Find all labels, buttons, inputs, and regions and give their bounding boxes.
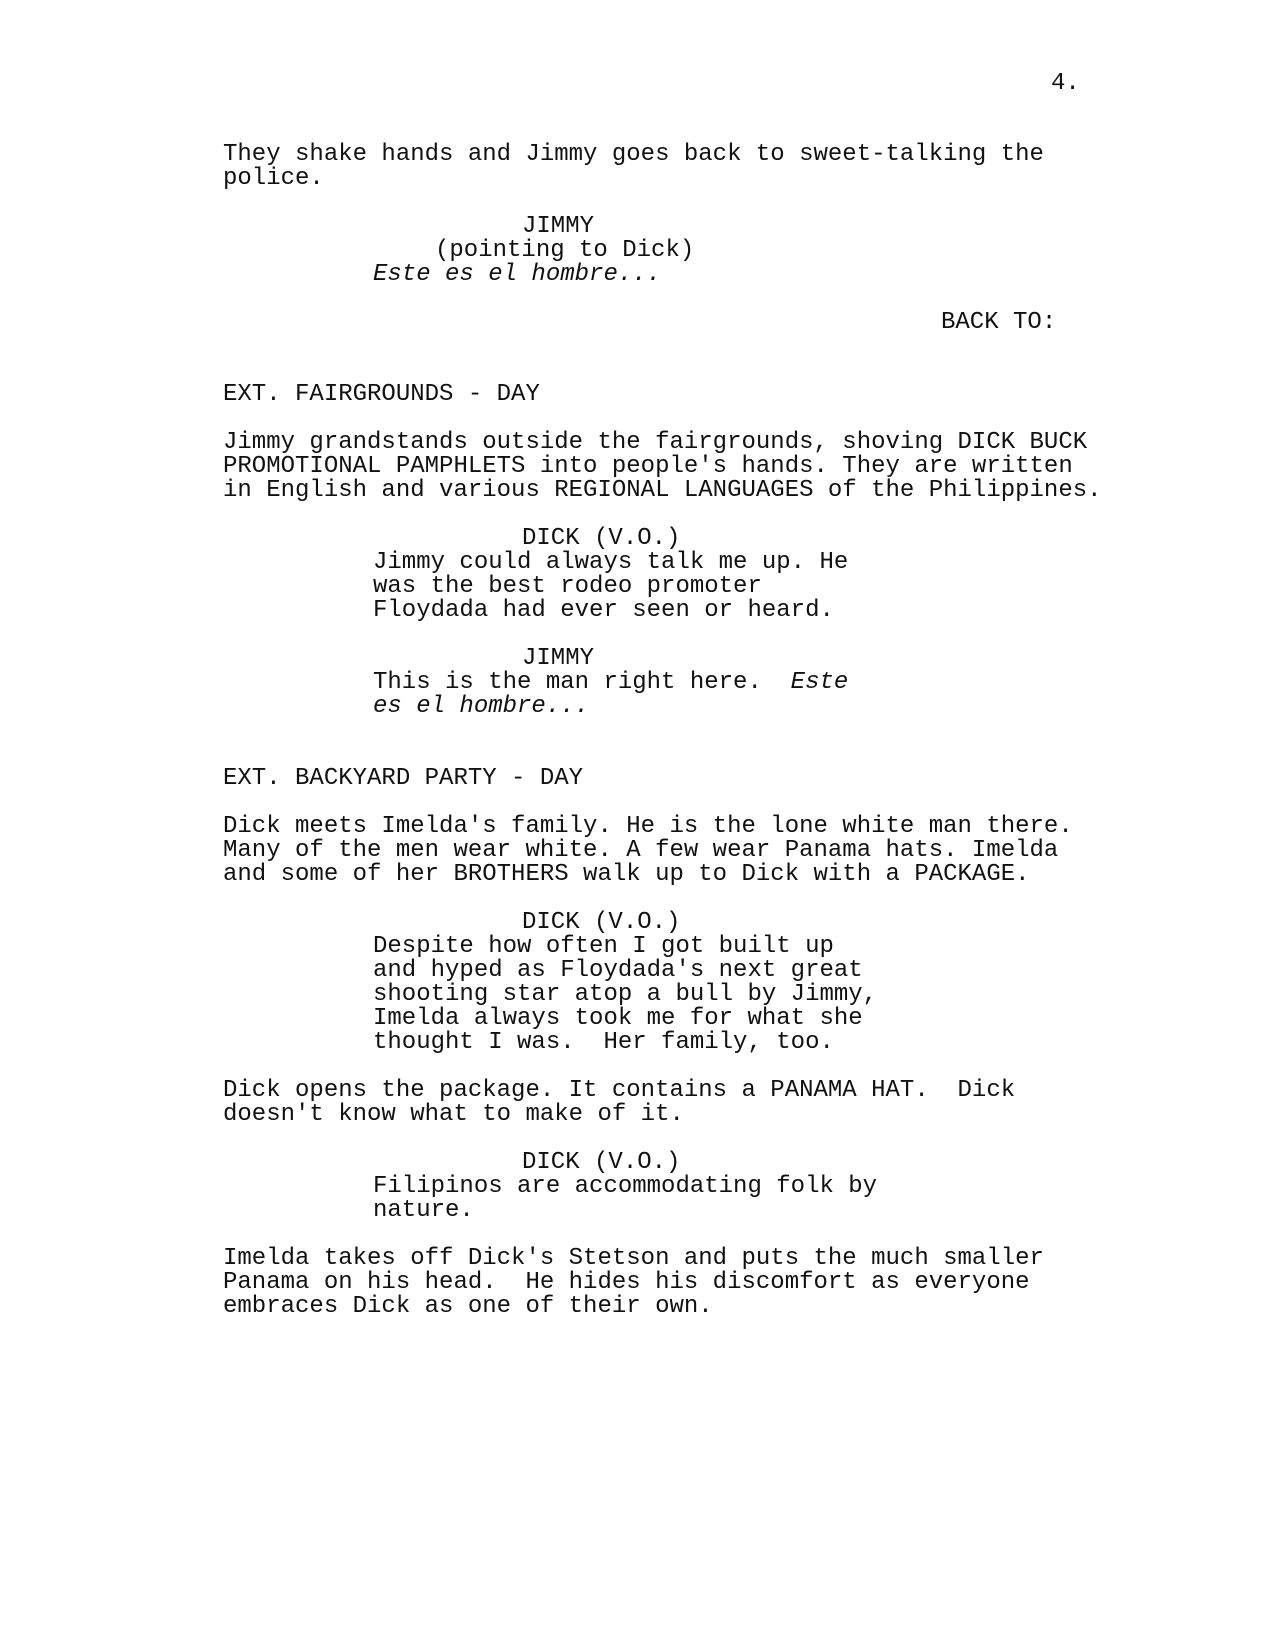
action-line: Jimmy grandstands outside the fairgrounds, shoving DICK BUCK: [223, 429, 1088, 456]
action-line: police.: [223, 165, 324, 192]
dialogue-line: [373, 671, 848, 695]
scene-heading: EXT. BACKYARD PARTY - DAY: [223, 765, 584, 792]
character-name: JIMMY: [522, 645, 595, 672]
dialogue-line: was the best rodeo promoter: [373, 573, 762, 600]
character-name: DICK (V.O.): [522, 909, 681, 936]
action-line: They shake hands and Jimmy goes back to sweet-talking the: [223, 141, 1044, 168]
dialogue-italic: Este es el hombre...: [373, 261, 662, 288]
dialogue-line: Filipinos are accommodating folk by: [373, 1173, 878, 1200]
action-line: Panama on his head. He hides his discomfort as everyone: [223, 1269, 1030, 1296]
action-line: and some of her BROTHERS walk up to Dick with a PACKAGE.: [223, 861, 1030, 888]
scene-heading: EXT. FAIRGROUNDS - DAY: [223, 381, 540, 408]
dialogue-line: [373, 695, 589, 719]
dialogue-text: This is the man right here.: [373, 669, 791, 696]
action-line: Imelda takes off Dick's Stetson and puts the much smaller: [223, 1245, 1044, 1272]
page-number: 4.: [1051, 70, 1080, 97]
dialogue-line: thought I was. Her family, too.: [373, 1029, 834, 1056]
character-name: JIMMY: [522, 213, 595, 240]
character-name: DICK (V.O.): [522, 525, 681, 552]
dialogue-line: Imelda always took me for what she: [373, 1005, 863, 1032]
transition: BACK TO:: [941, 309, 1057, 336]
action-line: PROMOTIONAL PAMPHLETS into people's hands. They are written: [223, 453, 1073, 480]
dialogue-line: Despite how often I got built up: [373, 933, 834, 960]
dialogue-line: shooting star atop a bull by Jimmy,: [373, 981, 878, 1008]
dialogue-line: and hyped as Floydada's next great: [373, 957, 863, 984]
action-line: in English and various REGIONAL LANGUAGES of the Philippines.: [223, 477, 1102, 504]
action-line: Many of the men wear white. A few wear Panama hats. Imelda: [223, 837, 1059, 864]
action-line: embraces Dick as one of their own.: [223, 1293, 713, 1320]
character-name: DICK (V.O.): [522, 1149, 681, 1176]
action-line: Dick opens the package. It contains a PANAMA HAT. Dick: [223, 1077, 1016, 1104]
dialogue-italic: es el hombre...: [373, 693, 590, 720]
dialogue-line: Floydada had ever seen or heard.: [373, 597, 834, 624]
dialogue-line: nature.: [373, 1197, 474, 1224]
action-line: Dick meets Imelda's family. He is the lone white man there.: [223, 813, 1073, 840]
parenthetical: (pointing to Dick): [435, 237, 695, 264]
dialogue-line: Jimmy could always talk me up. He: [373, 549, 849, 576]
dialogue-line: [373, 263, 661, 287]
dialogue-italic: Este: [790, 669, 849, 696]
action-line: doesn't know what to make of it.: [223, 1101, 684, 1128]
